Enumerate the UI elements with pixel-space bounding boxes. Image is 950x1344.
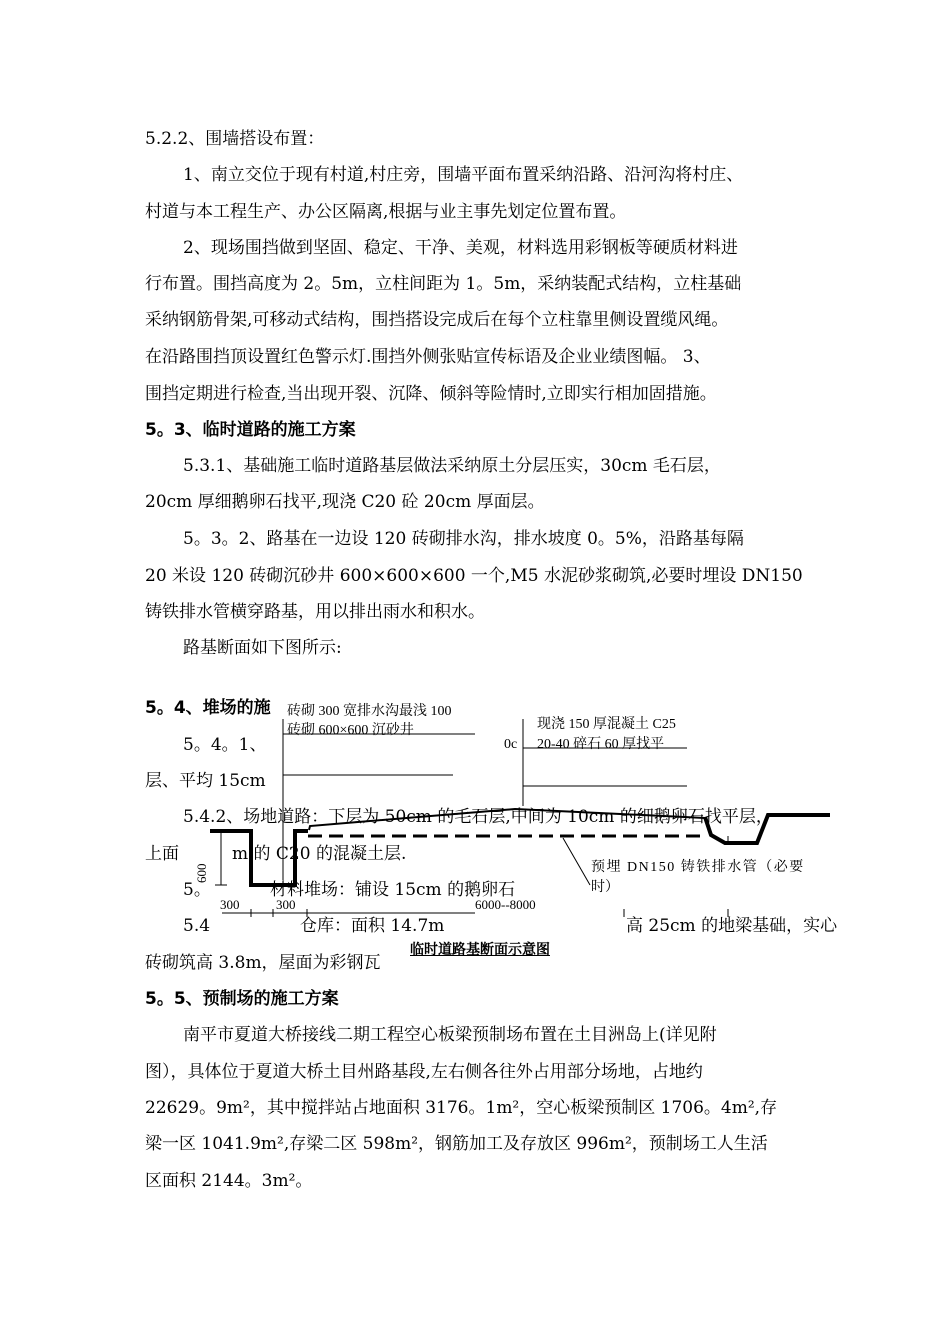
label-well: 砖砌 600×600 沉砂井 — [287, 723, 414, 738]
para-text: 上面 — [145, 844, 179, 864]
para-text: 铸铁排水管横穿路基，用以排出雨水和积水。 — [145, 602, 485, 622]
para-text: 在沿路围挡顶设置红色警示灯.围挡外侧张贴宣传标语及企业业绩图幅。 3、 — [145, 347, 711, 367]
para-text: 20 米设 120 砖砌沉砂井 600×600×600 一个,M5 水泥砂浆砌筑,必要时埋设 DN150 — [145, 566, 803, 586]
para-text: 图），具体位于夏道大桥土目州路基段,左右侧各往外占用部分场地，占地约 — [145, 1062, 703, 1082]
label-gravel: 20-40 碎石 60 厚找平 — [537, 737, 665, 752]
para-text: 梁一区 1041.9m²,存梁二区 598m²，钢筋加工及存放区 996m²，预制场工人生活 — [145, 1134, 768, 1154]
label-pipe-cont: 时） — [591, 880, 619, 895]
label-concrete: 现浇 150 厚混凝土 C25 — [537, 717, 676, 732]
label-ditch: 砖砌 300 宽排水沟最浅 100 — [287, 704, 452, 719]
para-text: 2、现场围挡做到坚固、稳定、干净、美观，材料选用彩钢板等硬质材料进 — [183, 238, 738, 258]
para-text: 5。3。2、路基在一边设 120 砖砌排水沟，排水坡度 0。5%，沿路基每隔 — [183, 529, 744, 549]
dim-road-width: 6000--8000 — [475, 897, 536, 912]
para-text: 围挡定期进行检查,当出现开裂、沉降、倾斜等险情时,立即实行相加固措施。 — [145, 384, 717, 404]
para-text: 5。4。1、 — [183, 735, 267, 755]
para-text: 20cm 厚细鹅卵石找平,现浇 C20 砼 20cm 厚面层。 — [145, 492, 545, 512]
para-5-2-2: 5.2.2、围墙搭设布置： — [145, 129, 325, 149]
para-text: 村道与本工程生产、办公区隔离,根据与业主事先划定位置布置。 — [145, 202, 627, 222]
para-text: 5.3.1、基础施工临时道路基层做法采纳原土分层压实，30cm 毛石层， — [183, 456, 721, 476]
para-text: m 的 C20 的混凝土层. — [232, 844, 407, 864]
para-text: 砖砌筑高 3.8m，屋面为彩钢瓦 — [145, 953, 381, 973]
para-text: 5.4 — [183, 916, 211, 936]
para-text: 路基断面如下图所示: — [183, 638, 342, 658]
label-pipe: 预埋 DN150 铸铁排水管（必要 — [591, 860, 805, 875]
para-text: 5。 — [183, 880, 211, 900]
para-text: 5.4.2、场地道路：下层为 50cm 的毛石层,中间为 10cm 的细鹅卵石找平层， — [183, 807, 773, 827]
para-text: 南平市夏道大桥接线二期工程空心板梁预制场布置在土目洲岛上(详见附 — [183, 1025, 717, 1045]
dim-300-left: 300 — [220, 897, 240, 912]
dim-600: 600 — [194, 863, 209, 883]
para-text: 仓库：面积 14.7m — [300, 916, 445, 936]
para-text: 22629。9m²，其中搅拌站占地面积 3176。1m²，空心板梁预制区 1706。4m²,存 — [145, 1098, 778, 1118]
dim-300-right: 300 — [276, 897, 296, 912]
para-text: 高 25cm 的地梁基础，实心 — [626, 916, 838, 936]
para-text: 层、平均 15cm — [145, 771, 266, 791]
para-text: 行布置。围挡高度为 2。5m，立柱间距为 1。5m，采纳装配式结构，立柱基础 — [145, 274, 742, 294]
para-text: 1、南立交位于现有村道,村庄旁，围墙平面布置采纳沿路、沿河沟将村庄、 — [183, 165, 744, 185]
para-text: 材料堆场：铺设 15cm 的鹅卵石 — [270, 880, 516, 900]
para-text: 区面积 2144。3m²。 — [145, 1171, 313, 1191]
heading-5-4: 5。4、堆场的施 — [145, 698, 271, 718]
heading-5-5: 5。5、预制场的施工方案 — [145, 989, 339, 1009]
label-0c: 0c — [504, 737, 518, 752]
diagram-caption: 临时道路基断面示意图 — [410, 942, 550, 958]
leader-line — [563, 838, 590, 885]
heading-5-3: 5。3、临时道路的施工方案 — [145, 420, 356, 440]
para-text: 采纳钢筋骨架,可移动式结构，围挡搭设完成后在每个立柱靠里侧设置缆风绳。 — [145, 310, 729, 330]
